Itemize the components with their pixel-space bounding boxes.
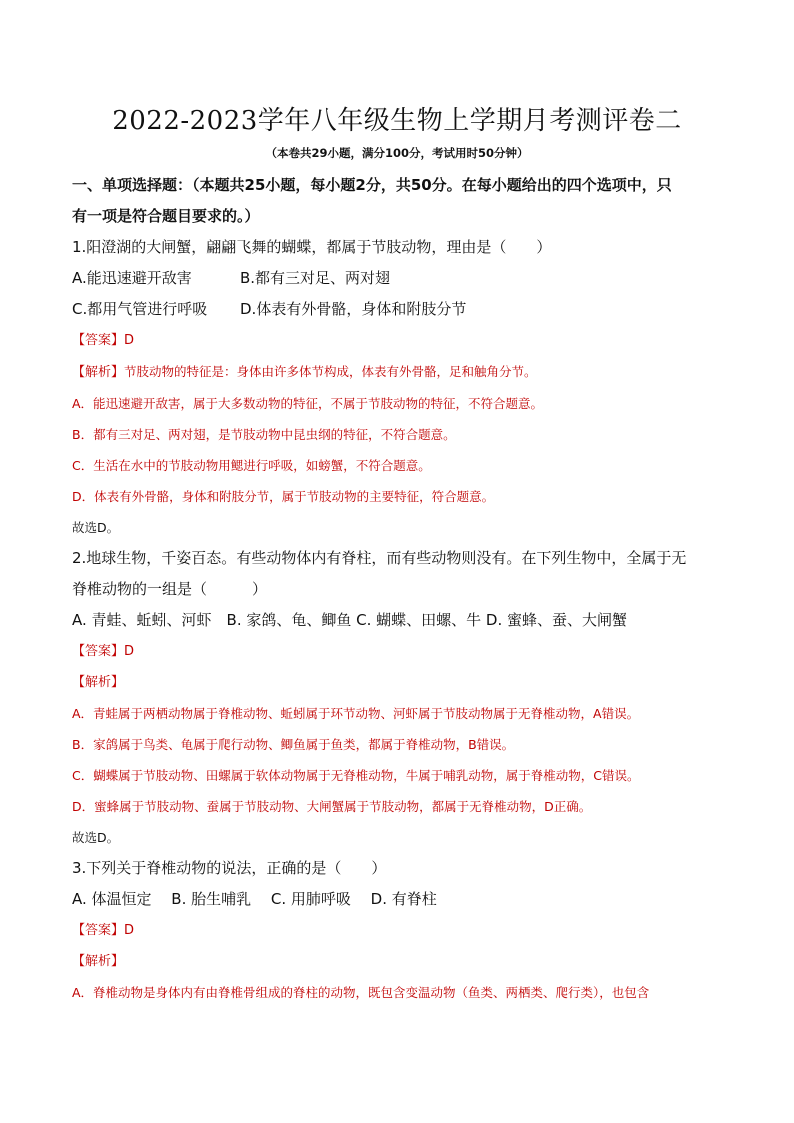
question-3-explain-a: A．脊椎动物是身体内有由脊椎骨组成的脊柱的动物，既包含变温动物（鱼类、两栖类、爬行类），也包含	[72, 985, 650, 1000]
question-1-conclusion: 故选D。	[72, 520, 120, 535]
answer-label: 【答案】	[72, 923, 125, 938]
answer-label: 【答案】	[72, 333, 125, 348]
question-1-analysis	[72, 356, 732, 388]
question-2-options: A. 青蛙、蚯蚓、河虾 B. 家鸽、龟、鲫鱼 C. 蝴蝶、田螺、牛 D. 蜜蜂、蚕、大闸蟹	[72, 611, 627, 629]
question-2-answer	[72, 636, 732, 667]
question-1-option-b: B.都有三对足、两对翅	[240, 269, 391, 287]
question-3-answer	[72, 915, 732, 946]
question-1-options-row-2	[72, 294, 732, 325]
answer-label: 【答案】	[72, 644, 125, 659]
question-1-options-row-1	[72, 263, 732, 294]
answer-value: D	[124, 923, 135, 938]
question-2-conclusion: 故选D。	[72, 830, 120, 845]
question-1-explain-a: A．能迅速避开敌害，属于大多数动物的特征，不属于节肢动物的特征，不符合题意。	[72, 396, 544, 411]
question-3-options: A. 体温恒定 B. 胎生哺乳 C. 用肺呼吸 D. 有脊柱	[72, 890, 437, 908]
page-title: 2022-2023学年八年级生物上学期月考测评卷二	[112, 106, 682, 136]
section-heading-line-1: 一、单项选择题：（本题共25小题，每小题2分，共50分。在每小题给出的四个选项中，只	[72, 176, 672, 194]
question-2-stem-line-2: 脊椎动物的一组是（ ）	[72, 580, 268, 598]
question-1-option-a: A.能迅速避开敌害	[72, 269, 192, 287]
exam-info: （本卷共29小题，满分100分，考试用时50分钟）	[265, 146, 529, 160]
question-1-option-c: C.都用气管进行呼吸	[72, 300, 208, 318]
question-2-explain-a: A．青蛙属于两栖动物属于脊椎动物、蚯蚓属于环节动物、河虾属于节肢动物属于无脊椎动物，A错误。	[72, 706, 640, 721]
question-1-answer	[72, 325, 732, 356]
question-1-explain-d: D．体表有外骨骼，身体和附肢分节，属于节肢动物的主要特征，符合题意。	[72, 489, 495, 504]
question-2-analysis-label	[72, 667, 732, 698]
analysis-label: 【解析】	[72, 954, 125, 969]
analysis-intro: 节肢动物的特征是：身体由许多体节构成，体表有外骨骼，足和触角分节。	[124, 364, 537, 379]
analysis-label: 【解析】	[72, 365, 125, 380]
answer-value: D	[124, 644, 135, 659]
question-3-analysis-label	[72, 946, 732, 977]
question-2-explain-c: C．蝴蝶属于节肢动物、田螺属于软体动物属于无脊椎动物，牛属于哺乳动物，属于脊椎动物，C错误。	[72, 768, 640, 783]
question-2-stem-line-1: 2.地球生物，千姿百态。有些动物体内有脊柱，而有些动物则没有。在下列生物中，全属于无	[72, 549, 687, 567]
question-3-stem: 3.下列关于脊椎动物的说法，正确的是（ ）	[72, 859, 387, 877]
question-1-explain-c: C．生活在水中的节肢动物用鳃进行呼吸，如螃蟹，不符合题意。	[72, 458, 431, 473]
question-1-option-d: D.体表有外骨骼，身体和附肢分节	[240, 300, 467, 318]
question-content	[72, 170, 732, 1008]
question-2-explain-d: D．蜜蜂属于节肢动物、蚕属于节肢动物、大闸蟹属于节肢动物，都属于无脊椎动物，D正确。	[72, 799, 592, 814]
question-2-explain-b: B．家鸽属于鸟类、龟属于爬行动物、鲫鱼属于鱼类，都属于脊椎动物，B错误。	[72, 737, 515, 752]
answer-value: D	[124, 333, 135, 348]
section-heading-line-2: 有一项是符合题目要求的。）	[72, 207, 260, 225]
question-1-stem: 1.阳澄湖的大闸蟹，翩翩飞舞的蝴蝶，都属于节肢动物，理由是（ ）	[72, 238, 552, 256]
question-1-explain-b: B．都有三对足、两对翅，是节肢动物中昆虫纲的特征，不符合题意。	[72, 427, 456, 442]
analysis-label: 【解析】	[72, 675, 125, 690]
